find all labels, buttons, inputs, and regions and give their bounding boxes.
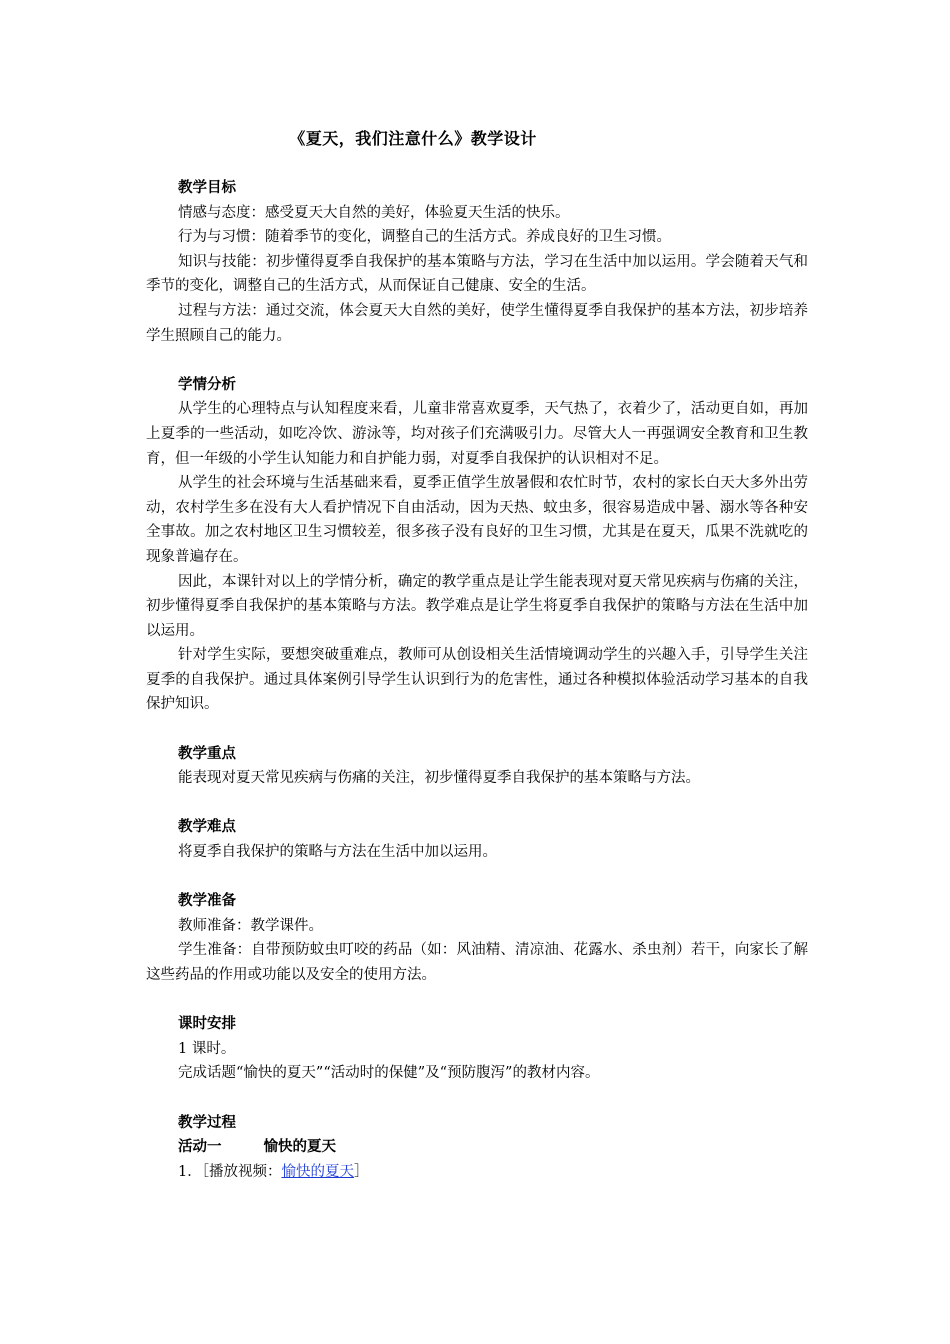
teacher-preparation: 教师准备：教学课件。: [178, 917, 323, 934]
analysis-paragraph: 因此，本课针对以上的学情分析，确定的教学重点是让学生能表现对夏天常见疾病与伤痛的关注，初步懂得夏季自我保护的基本策略与方法。教学难点是让学生将夏季自我保护的策略与方法在生活中加以运用。: [146, 573, 808, 639]
section-gap: [146, 865, 808, 890]
section-gap: [146, 717, 808, 742]
student-preparation: 学生准备：自带预防蚊虫叮咬的药品（如：风油精、清凉油、花露水、杀虫剂）若干，向家长了解这些药品的作用或功能以及安全的使用方法。: [146, 942, 808, 983]
section-gap: [146, 791, 808, 816]
goal-item: 行为与习惯：随着季节的变化，调整自己的生活方式。养成良好的卫生习惯。: [178, 229, 671, 246]
section-heading-difficulties: 教学难点: [178, 818, 236, 836]
step-number: 1．: [178, 1163, 202, 1180]
document-body: [146, 176, 808, 1184]
difficulties-text: 将夏季自我保护的策略与方法在生活中加以运用。: [178, 844, 497, 861]
activity-label: 活动一: [178, 1138, 222, 1156]
video-link[interactable]: 愉快的夏天: [281, 1163, 354, 1180]
section-heading-goals: 教学目标: [178, 179, 236, 196]
schedule-content: 完成话题“愉快的夏天”“活动时的保健”及“预防腹泻”的教材内容。: [178, 1065, 600, 1082]
section-gap: [146, 1086, 808, 1111]
analysis-paragraph: 针对学生实际，要想突破重难点，教师可从创设相关生活情境调动学生的兴趣入手，引导学生关注夏季的自我保护。通过具体案例引导学生认识到行为的危害性，通过各种模拟体验活动学习基本的自我保护知识。: [146, 647, 808, 713]
section-heading-schedule: 课时安排: [178, 1015, 236, 1033]
key-points-text: 能表现对夏天常见疾病与伤痛的关注，初步懂得夏季自我保护的基本策略与方法。: [178, 770, 700, 787]
goal-item: 知识与技能：初步懂得夏季自我保护的基本策略与方法，学习在生活中加以运用。学会随着天气和季节的变化，调整自己的生活方式，从而保证自己健康、安全的生活。: [146, 253, 808, 295]
section-gap: [146, 988, 808, 1013]
goal-item: 过程与方法：通过交流，体会夏天大自然的美好，使学生懂得夏季自我保护的基本方法，初步培养学生照顾自己的能力。: [146, 302, 808, 344]
analysis-paragraph: 从学生的社会环境与生活基础来看，夏季正值学生放暑假和农忙时节，农村的家长白天大多外出劳动，农村学生多在没有大人看护情况下自由活动，因为天热、蚊虫多，很容易造成中暑、溺水等各种安全事故。加之农村地区卫生习惯较差，很多孩子没有良好的卫生习惯，尤其是在夏天，瓜果不洗就吃的现象普遍存在。: [146, 475, 808, 565]
analysis-paragraph: 从学生的心理特点与认知程度来看，儿童非常喜欢夏季，天气热了，衣着少了，活动更自如，再加上夏季的一些活动，如吃冷饮、游泳等，均对孩子们充满吸引力。尽管大人一再强调安全教育和卫生教育，但一年级的小学生认知能力和自护能力弱，对夏季自我保护的认识相对不足。: [146, 401, 808, 467]
activity-heading: [146, 1135, 808, 1160]
document-title: 《夏天，我们注意什么》教学设计: [289, 129, 537, 148]
section-heading-key-points: 教学重点: [178, 744, 236, 762]
activity-title: 愉快的夏天: [263, 1138, 336, 1156]
section-heading-analysis: 学情分析: [178, 375, 236, 393]
section-heading-preparation: 教学准备: [178, 892, 236, 910]
process-step: [146, 1160, 808, 1185]
goal-item: 情感与态度：感受夏天大自然的美好，体验夏天生活的快乐。: [178, 204, 570, 221]
section-heading-process: 教学过程: [178, 1113, 236, 1131]
section-gap: [146, 348, 808, 373]
step-suffix: ］: [353, 1163, 369, 1180]
step-prefix: ［播放视频：: [201, 1163, 282, 1180]
schedule-hours: 1 课时。: [178, 1040, 236, 1057]
